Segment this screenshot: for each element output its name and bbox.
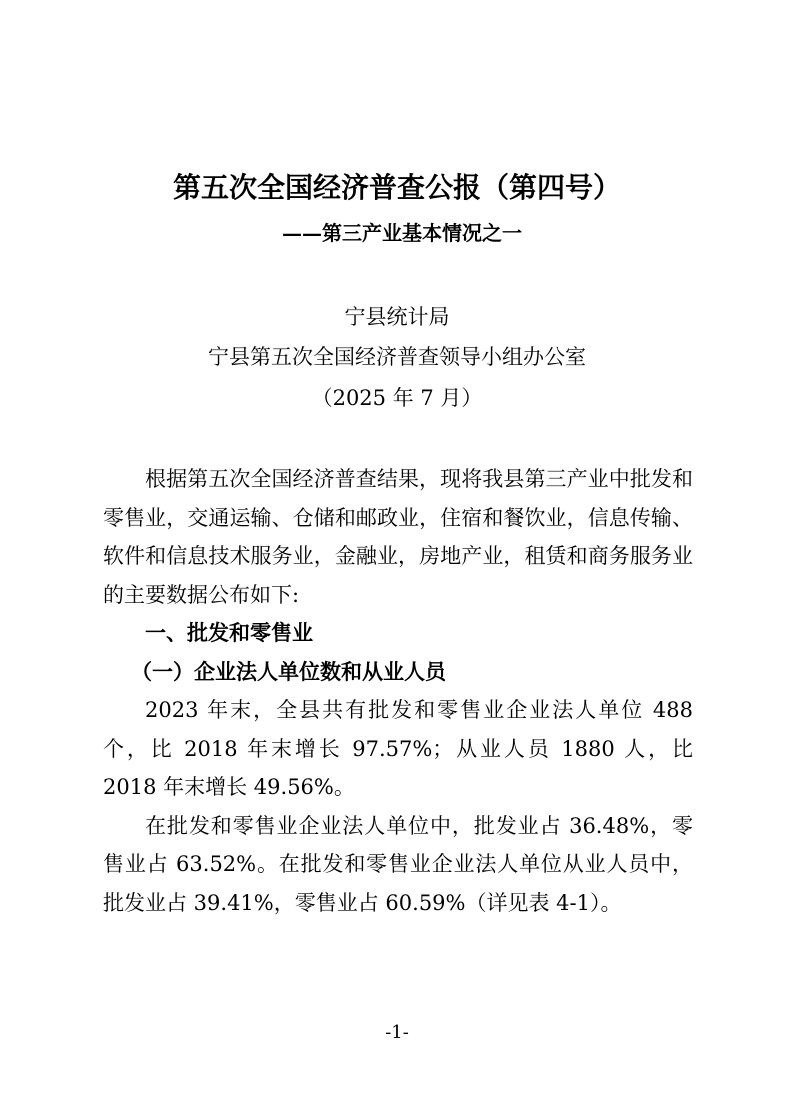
issuer-statistics-bureau: 宁县统计局	[344, 305, 450, 329]
publication-date: （2025 年 7 月）	[311, 386, 483, 410]
issuer-census-office: 宁县第五次全国经济普查领导小组办公室	[208, 345, 586, 369]
subsection-heading-enterprises: （一）企业法人单位数和从业人员	[131, 659, 446, 684]
document-subtitle: ——第三产业基本情况之一	[282, 221, 522, 245]
document-title: 第五次全国经济普查公报（第四号）	[172, 171, 621, 204]
document-body	[103, 460, 693, 922]
paragraph-enterprise-count: 2023 年末，全县共有批发和零售业企业法人单位 488 个，比 2018 年末增长 97.57%；从业人员 1880 人，比 2018 年末增长 49.56%。	[103, 698, 693, 799]
paragraph-share-breakdown: 在批发和零售业企业法人单位中，批发业占 36.48%，零售业占 63.52%。在批发和零售业企业法人单位从业人员中，批发业占 39.41%，零售业占 60.59%（详见表 4-1）。	[103, 813, 693, 915]
intro-paragraph: 根据第五次全国经济普查结果，现将我县第三产业中批发和零售业，交通运输、仓储和邮政业，住宿和餐饮业，信息传输、软件和信息技术服务业，金融业，房地产业，租赁和商务服务业的主要数据公布如下:	[103, 467, 693, 607]
page-number: -1-	[385, 1022, 409, 1043]
section-heading-wholesale-retail: 一、批发和零售业	[145, 621, 313, 645]
